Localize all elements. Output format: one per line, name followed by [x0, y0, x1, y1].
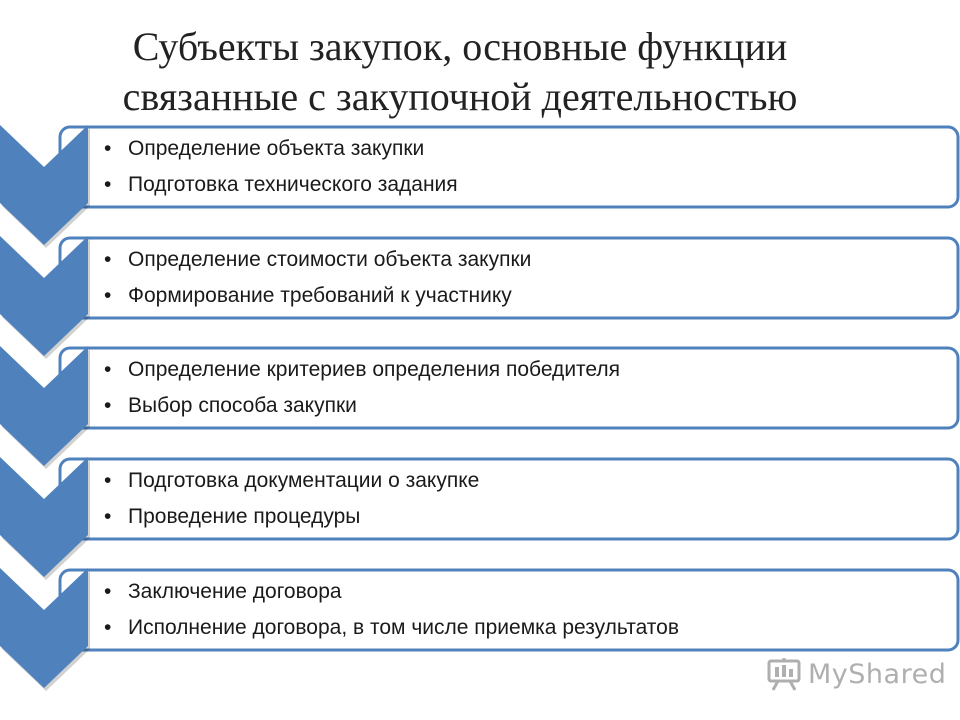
- step-list-2: [104, 242, 944, 314]
- step-item: • Подготовка технического задания: [104, 167, 944, 203]
- step-list-4: [104, 463, 944, 535]
- title-line-2: связанные с закупочной деятельностью: [122, 74, 798, 119]
- step-item: • Определение стоимости объекта закупки: [104, 242, 944, 278]
- step-item: • Выбор способа закупки: [104, 388, 944, 424]
- step-list-1: [104, 131, 944, 203]
- watermark-text: MyShared: [808, 658, 947, 690]
- step-item: • Формирование требований к участнику: [104, 278, 944, 314]
- slide-title: [0, 22, 920, 122]
- step-chevron-2: [0, 236, 88, 356]
- step-chevron-4: [0, 457, 88, 577]
- presentation-board-icon: [766, 656, 802, 692]
- step-list-5: [104, 574, 944, 646]
- step-item: • Подготовка документации о закупке: [104, 463, 944, 499]
- step-item: • Определение объекта закупки: [104, 131, 944, 167]
- step-item: • Заключение договора: [104, 574, 944, 610]
- step-item: • Определение критериев определения победителя: [104, 352, 944, 388]
- title-line-1: Субъекты закупок, основные функции: [132, 24, 788, 69]
- watermark: [766, 656, 946, 692]
- step-chevron-1: [0, 125, 88, 245]
- step-item: • Исполнение договора, в том числе приемка результатов: [104, 610, 944, 646]
- step-chevron-3: [0, 346, 88, 466]
- step-list-3: [104, 352, 944, 424]
- step-chevron-5: [0, 568, 88, 688]
- step-item: • Проведение процедуры: [104, 499, 944, 535]
